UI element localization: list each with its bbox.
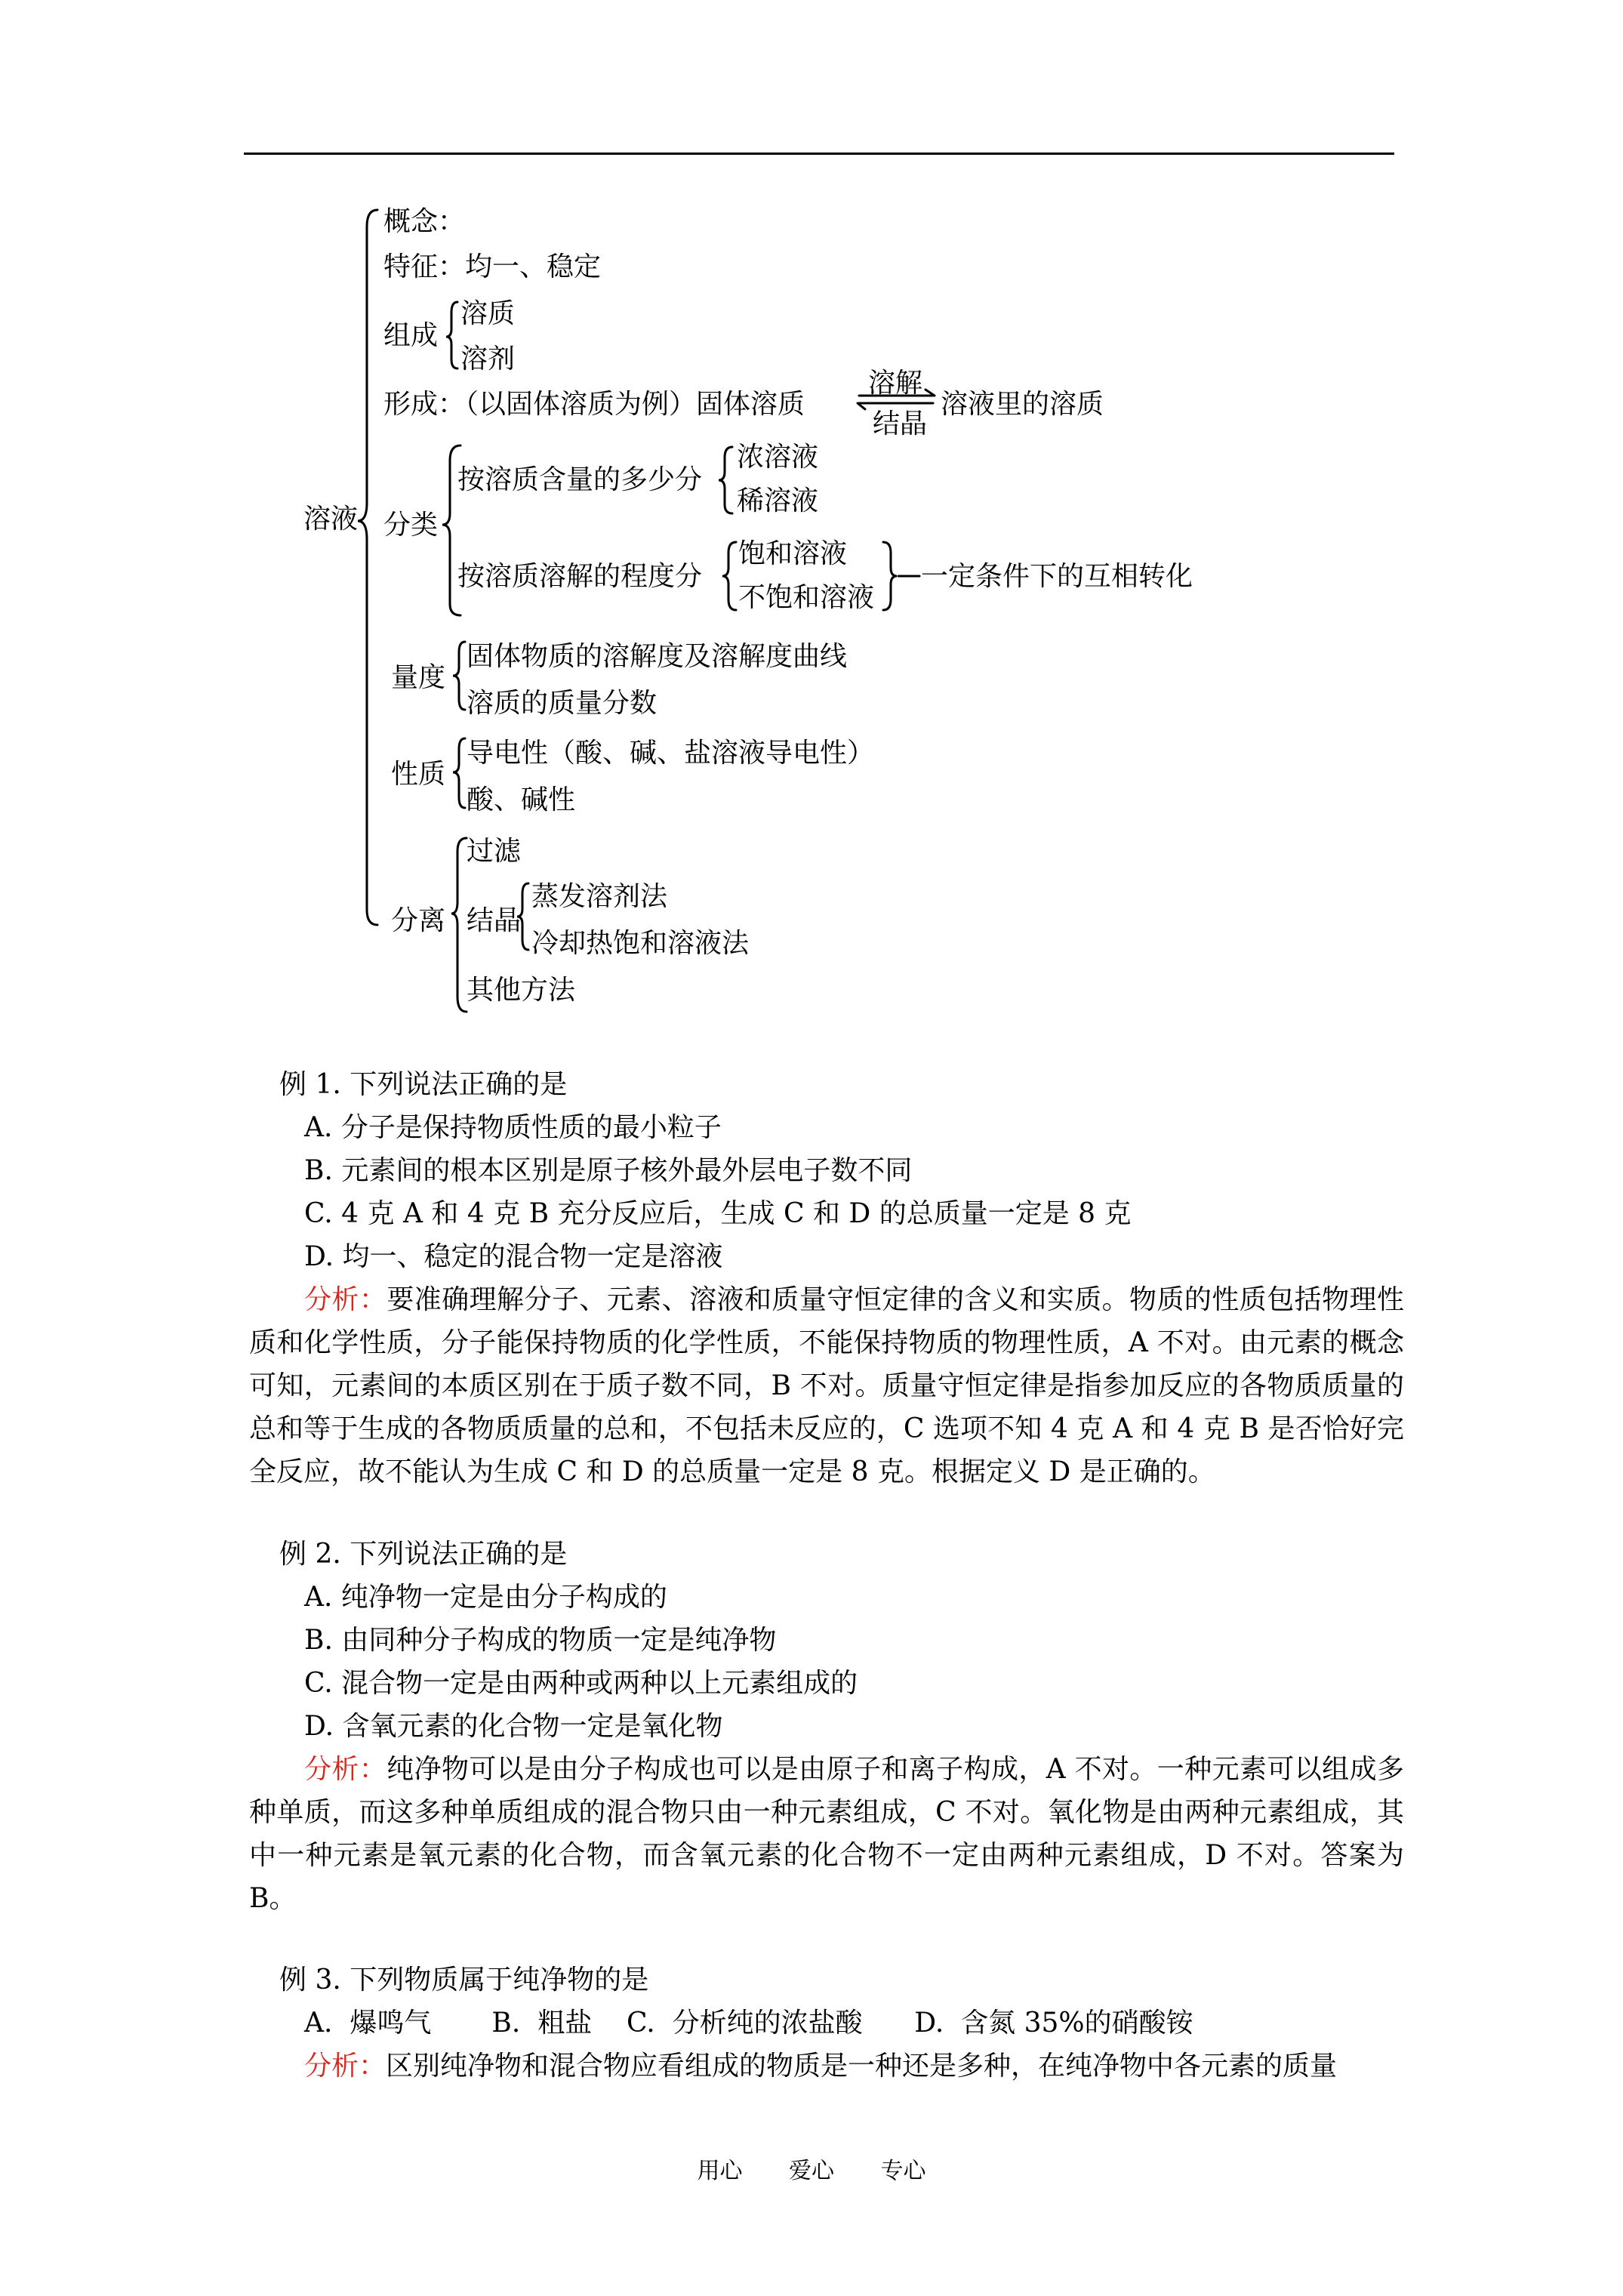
classification-label: 分类 — [383, 510, 439, 541]
composition-label: 组成 — [383, 320, 439, 351]
footer-word: 爱心 — [789, 2158, 834, 2184]
question-text: 例 3. 下列物质属于纯净物的是 — [279, 1965, 649, 1996]
crystal-item: 蒸发溶剂法 — [531, 881, 668, 912]
option-d: D. 含氧元素的化合物一定是氧化物 — [304, 1711, 723, 1742]
option-b: B. 元素间的根本区别是原子核外最外层电子数不同 — [304, 1155, 913, 1186]
measure-label: 量度 — [391, 662, 446, 693]
analysis-text: 区别纯净物和混合物应看组成的物质是一种还是多种，在纯净物中各元素的质量 — [386, 2051, 1338, 2082]
solution-concept-map — [0, 0, 1623, 1042]
dissolve-label: 溶解 — [868, 368, 923, 399]
formation-suffix: 溶液里的溶质 — [941, 389, 1104, 420]
brace-by-degree-right — [883, 542, 897, 610]
root-solution: 溶液 — [303, 504, 359, 535]
example-2 — [249, 1533, 1404, 1920]
footer-word: 用心 — [697, 2158, 743, 2184]
analysis-label: 分析： — [304, 1754, 387, 1785]
analysis-text: 要准确理解分子、元素、溶液和质量守恒定律的含义和实质。物质的性质包括物理性质和化学性质，分子能保持物质的化学性质，不能保持物质的物理性质，A 不对。由元素的概念可知，元素间的本质区别在于质子数不同，B 不对。质量守恒定律是指参加反应的各物质质量的总和等于生成的各物质质量的总和，不包括未反应的，C 选项不知 4 克 A 和 4 克 B 是否恰好完全反应，故不能认为生成 C 和 D 的总质量一定是 8 克。根据定义 D 是正确的。 — [249, 1284, 1404, 1487]
transform-note: 一定条件下的互相转化 — [921, 561, 1193, 592]
crystallize-label: 结晶 — [873, 408, 928, 439]
measure-item: 溶质的质量分数 — [467, 688, 658, 719]
analysis-text: 纯净物可以是由分子构成也可以是由原子和离子构成，A 不对。一种元素可以组成多种单质，而这多种单质组成的混合物只由一种元素组成，C 不对。氧化物是由两种元素组成，其中一种元素是氧元素的化合物，而含氧元素的化合物不一定由两种元素组成，D 不对。答案为 B。 — [249, 1754, 1404, 1914]
example-3 — [249, 1959, 1404, 2088]
option-c: C. 混合物一定是由两种或两种以上元素组成的 — [304, 1668, 858, 1699]
brace-root — [358, 210, 377, 925]
option-b: B. 由同种分子构成的物质一定是纯净物 — [304, 1625, 777, 1656]
property-label: 性质 — [391, 759, 446, 790]
page-footer — [0, 2152, 1623, 2185]
feature-text: 特征：均一、稳定 — [383, 251, 602, 282]
footer-word: 专心 — [880, 2158, 926, 2184]
concept-label: 概念： — [383, 206, 466, 237]
by-degree-item: 饱和溶液 — [738, 538, 848, 569]
example-1 — [249, 1063, 1404, 1493]
crystal-label: 结晶 — [467, 905, 522, 936]
option-d: D. 均一、稳定的混合物一定是溶液 — [304, 1241, 723, 1272]
concept-map-braces — [0, 0, 1623, 1042]
crystal-item: 冷却热饱和溶液法 — [531, 928, 750, 959]
question-text: 例 2. 下列说法正确的是 — [279, 1539, 568, 1570]
separation-label: 分离 — [391, 905, 446, 936]
by-degree-label: 按溶质溶解的程度分 — [457, 561, 703, 592]
analysis-label: 分析： — [304, 1284, 387, 1315]
other-method-item: 其他方法 — [467, 975, 576, 1006]
composition-item: 溶剂 — [460, 344, 516, 374]
by-amount-item: 稀溶液 — [737, 485, 819, 516]
by-amount-item: 浓溶液 — [737, 442, 819, 473]
options-inline: A. 爆鸣气 B. 粗盐 C. 分析纯的浓盐酸 D. 含氮 35%的硝酸铵 — [304, 2008, 1193, 2039]
filter-item: 过滤 — [467, 836, 522, 867]
analysis-paragraph — [249, 2045, 1404, 2088]
property-item: 导电性（酸、碱、盐溶液导电性） — [467, 738, 875, 769]
brace-by-amount — [719, 447, 732, 513]
analysis-paragraph — [249, 1748, 1404, 1920]
composition-item: 溶质 — [460, 298, 516, 329]
option-c: C. 4 克 A 和 4 克 B 充分反应后，生成 C 和 D 的总质量一定是 8 克 — [304, 1198, 1132, 1229]
brace-measure — [453, 642, 465, 710]
option-a: A. 分子是保持物质性质的最小粒子 — [304, 1112, 722, 1143]
by-degree-item: 不饱和溶液 — [738, 582, 875, 613]
by-amount-label: 按溶质含量的多少分 — [457, 464, 703, 495]
brace-property — [453, 738, 465, 808]
option-a: A. 纯净物一定是由分子构成的 — [304, 1582, 667, 1613]
formation-prefix: 形成：（以固体溶质为例）固体溶质 — [383, 389, 805, 420]
brace-by-degree — [722, 542, 736, 610]
analysis-label: 分析： — [304, 2051, 387, 2082]
analysis-paragraph — [249, 1278, 1404, 1493]
brace-separation — [451, 838, 467, 1012]
property-item: 酸、碱性 — [467, 784, 576, 815]
measure-item: 固体物质的溶解度及溶解度曲线 — [467, 641, 848, 672]
brace-composition — [446, 302, 457, 368]
question-text: 例 1. 下列说法正确的是 — [279, 1069, 568, 1100]
